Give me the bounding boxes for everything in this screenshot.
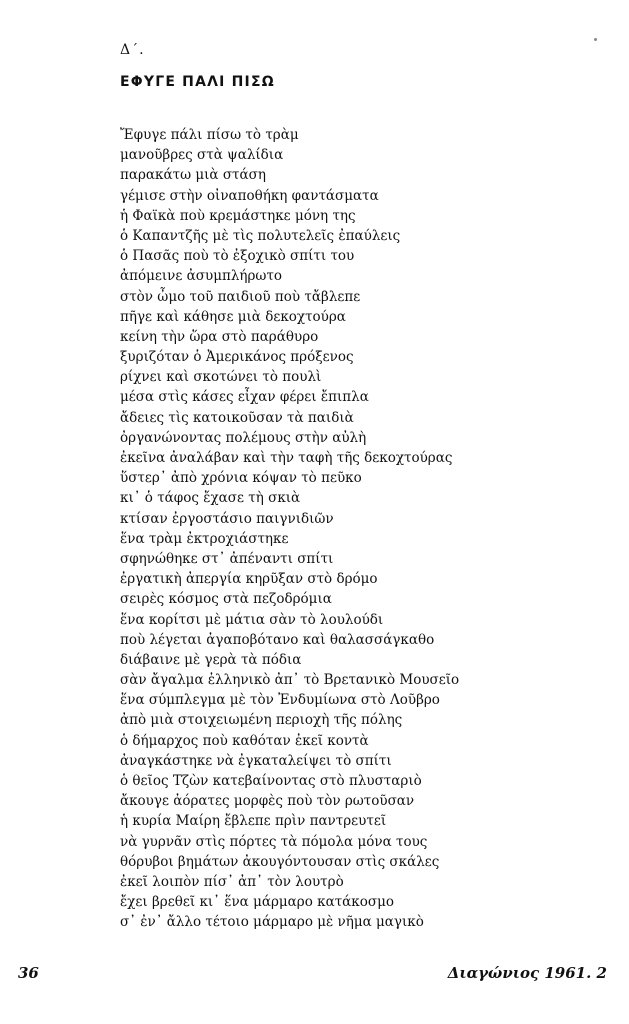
poem-line: κτίσαν ἐργοστάσιο παιγνιδιῶν: [120, 510, 334, 527]
poem-line: ποὺ λέγεται ἀγαποβότανο καὶ θαλασσάγκαθο: [120, 631, 435, 648]
speck: [594, 38, 597, 41]
poem-line: πῆγε καὶ κάθησε μιὰ δεκοχτούρα: [120, 308, 346, 325]
poem-line: νὰ γυρνᾶν στὶς πόρτες τὰ πόμολα μόνα τους: [120, 833, 428, 850]
poem-line: ἕνα τρὰμ ἐκτροχιάστηκε: [120, 530, 289, 547]
poem-line: κι᾿ ὁ τάφος ἔχασε τὴ σκιὰ: [120, 490, 301, 507]
poem-line: ἕνα κορίτσι μὲ μάτια σὰν τὸ λουλούδι: [120, 611, 384, 628]
poem-line: ἀπὸ μιὰ στοιχειωμένη περιοχὴ τῆς πόλης: [120, 712, 403, 729]
poem-title: ΕΦΥΓΕ ΠΑΛΙ ΠΙΣΩ: [120, 74, 275, 90]
poem-line: γέμισε στὴν οἰναποθήκη φαντάσματα: [120, 187, 379, 204]
poem-line: ὕστερ᾿ ἀπὸ χρόνια κόψαν τὸ πεῦκο: [120, 470, 362, 487]
poem-line: μέσα στὶς κάσες εἶχαν φέρει ἔπιπλα: [120, 389, 369, 406]
poem-line: ἡ Φαϊκὰ ποὺ κρεμάστηκε μόνη της: [120, 207, 356, 224]
section-number: Δ΄.: [120, 42, 145, 58]
journal-issue: Διαγώνιος 1961. 2: [447, 964, 607, 982]
poem-line: διάβαινε μὲ γερὰ τὰ πόδια: [120, 651, 302, 668]
poem-line: ἄκουγε ἀόρατες μορφὲς ποὺ τὸν ρωτοῦσαν: [120, 793, 415, 810]
poem-line: μανοῦβρες στὰ ψαλίδια: [120, 147, 284, 164]
poem-line: σὰν ἄγαλμα ἑλληνικὸ ἀπ᾿ τὸ Βρετανικὸ Μουσεῖο: [120, 672, 460, 689]
poem-line: ἄδειες τὶς κατοικοῦσαν τὰ παιδιὰ: [120, 409, 354, 426]
page-number: 36: [18, 964, 39, 982]
poem-line: ἔχει βρεθεῖ κι᾿ ἕνα μάρμαρο κατάκοσμο: [120, 894, 394, 911]
poem-line: ἡ κυρία Μαίρη ἔβλεπε πρὶν παντρευτεῖ: [120, 813, 387, 830]
poem-line: ἀναγκάστηκε νὰ ἐγκαταλείψει τὸ σπίτι: [120, 752, 392, 769]
poem-line: Ἔφυγε πάλι πίσω τὸ τρὰμ: [120, 127, 299, 143]
poem-line: ἀπόμεινε ἀσυμπλήρωτο: [120, 268, 283, 285]
poem-line: ἕνα σύμπλεγμα μὲ τὸν Ἐνδυμίωνα στὸ Λοῦβρο: [120, 692, 440, 709]
poem-line: σφηνώθηκε στ᾿ ἀπέναντι σπίτι: [120, 550, 334, 567]
poem-line: θόρυβοι βημάτων ἀκουγόντουσαν στὶς σκάλες: [120, 853, 440, 870]
poem-line: ρίχνει καὶ σκοτώνει τὸ πουλὶ: [120, 369, 322, 386]
poem-line: ἐκεῖνα ἀναλάβαν καὶ τὴν ταφὴ τῆς δεκοχτούρας: [120, 450, 453, 466]
poem-line: σειρὲς κόσμος στὰ πεζοδρόμια: [120, 591, 332, 608]
poem-line: σ᾿ ἐν᾿ ἄλλο τέτοιο μάρμαρο μὲ νῆμα μαγικὸ: [120, 914, 424, 931]
poem-line: ξυριζόταν ὁ Ἀμερικάνος πρόξενος: [120, 349, 354, 366]
poem-line: παρακάτω μιὰ στάση: [120, 167, 266, 184]
poem-line: κείνη τὴν ὥρα στὸ παράθυρο: [120, 328, 319, 345]
poem-line: ὁ Καπαντζῆς μὲ τὶς πολυτελεῖς ἐπαύλεις: [120, 227, 401, 244]
poem-line: στὸν ὦμο τοῦ παιδιοῦ ποὺ τἄβλεπε: [120, 288, 361, 305]
poem-line: ἐργατικὴ ἀπεργία κηρῦξαν στὸ δρόμο: [120, 571, 378, 588]
poem-line: ἐκεῖ λοιπὸν πίσ᾿ ἀπ᾿ τὸν λουτρὸ: [120, 873, 344, 890]
poem-line: ὁ θεῖος Τζὼν κατεβαίνοντας στὸ πλυσταριὸ: [120, 773, 422, 789]
poem-body: [120, 125, 459, 933]
poem-line: ὀργανώνοντας πολέμους στὴν αὐλὴ: [120, 429, 367, 446]
poem-line: ὁ Πασᾶς ποὺ τὸ ἐξοχικὸ σπίτι του: [120, 248, 355, 265]
poem-line: ὁ δήμαρχος ποὺ καθόταν ἐκεῖ κοντὰ: [120, 732, 369, 749]
